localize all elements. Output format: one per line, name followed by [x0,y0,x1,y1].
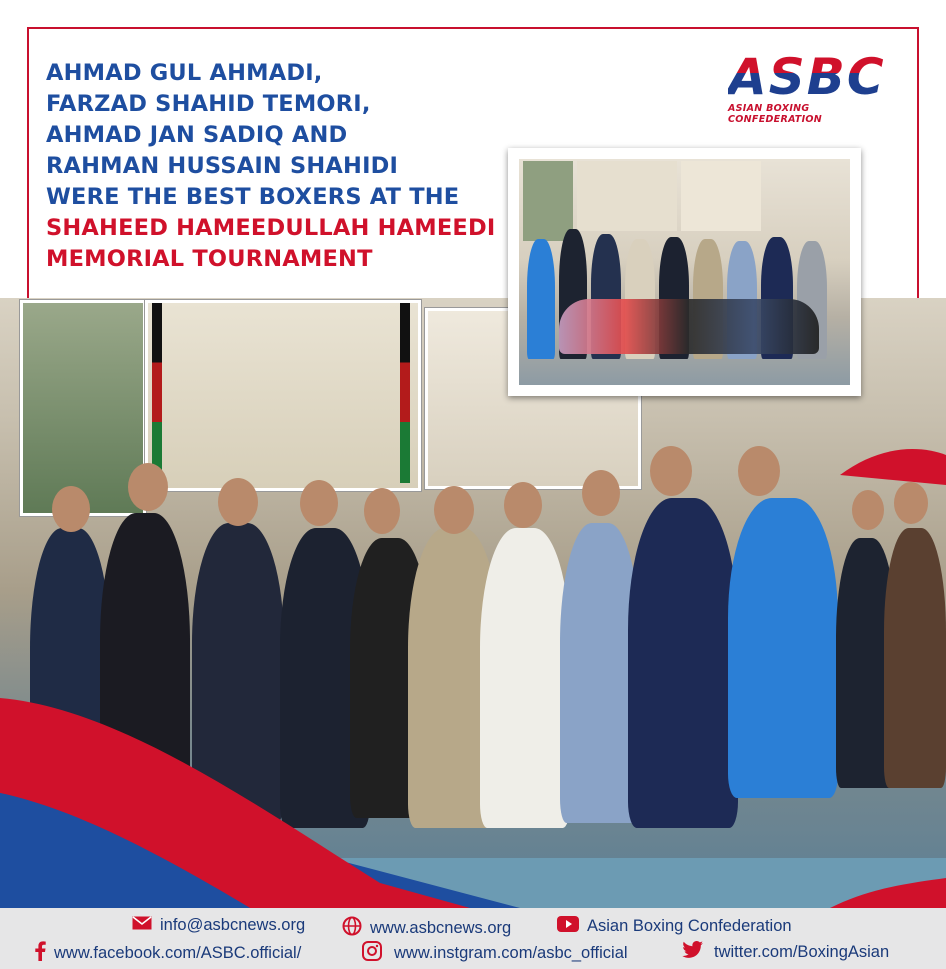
headline-line: AHMAD JAN SADIQ AND [46,122,348,148]
flag-stripe [400,303,410,483]
facebook-icon [34,941,46,966]
person-head [434,486,474,534]
logo-subtitle: ASIAN BOXING CONFEDERATION [728,103,823,125]
twitter-icon [682,941,704,964]
globe-icon [342,916,362,941]
instagram-text: www.instgram.com/asbc_official [394,944,628,962]
facebook-text: www.facebook.com/ASBC.official/ [54,944,302,962]
portrait-banner [577,161,677,231]
headline-line-highlight: MEMORIAL TOURNAMENT [46,246,373,272]
person-head [852,490,884,530]
person-head [218,478,258,526]
envelope-icon [132,916,152,935]
person [527,239,555,359]
inset-photo [519,159,850,385]
contact-footer [0,908,946,969]
headline-line: WERE THE BEST BOXERS AT THE [46,184,460,210]
person-head [300,480,338,526]
youtube-icon [557,916,579,937]
youtube-text: Asian Boxing Confederation [587,917,792,935]
portrait-banner [523,161,573,241]
person-head [364,488,400,534]
footer-youtube[interactable] [557,916,792,937]
portrait-banner [20,300,146,516]
person-head [582,470,620,516]
asbc-logo [728,48,888,125]
decorative-wave [0,698,946,908]
flag-stripe [152,303,162,483]
person-head [738,446,780,496]
kneeling-row [559,299,819,354]
portrait-banner [681,161,761,231]
headline-line: AHMAD GUL AHMADI, [46,60,323,86]
footer-instagram[interactable] [362,941,628,966]
portrait-banner [145,300,421,491]
headline [46,58,495,275]
decorative-wave [840,445,946,485]
website-text: www.asbcnews.org [370,919,512,937]
twitter-text: twitter.com/BoxingAsian [714,943,890,961]
person-head [650,446,692,496]
person-head [504,482,542,528]
person-head [894,482,928,524]
instagram-icon [362,941,382,966]
headline-line-highlight: SHAHEED HAMEEDULLAH HAMEEDI [46,215,496,241]
logo-wordmark: ASBC [728,52,888,102]
headline-line: RAHMAN HUSSAIN SHAHIDI [46,153,399,179]
footer-website[interactable] [342,916,511,941]
person-head [52,486,90,532]
footer-facebook[interactable] [34,941,301,966]
email-text: info@asbcnews.org [160,916,306,934]
person-head [128,463,168,511]
inset-photo-frame [508,148,861,396]
footer-twitter[interactable] [682,941,889,964]
footer-email[interactable] [132,916,305,935]
headline-line: FARZAD SHAHID TEMORI, [46,91,371,117]
